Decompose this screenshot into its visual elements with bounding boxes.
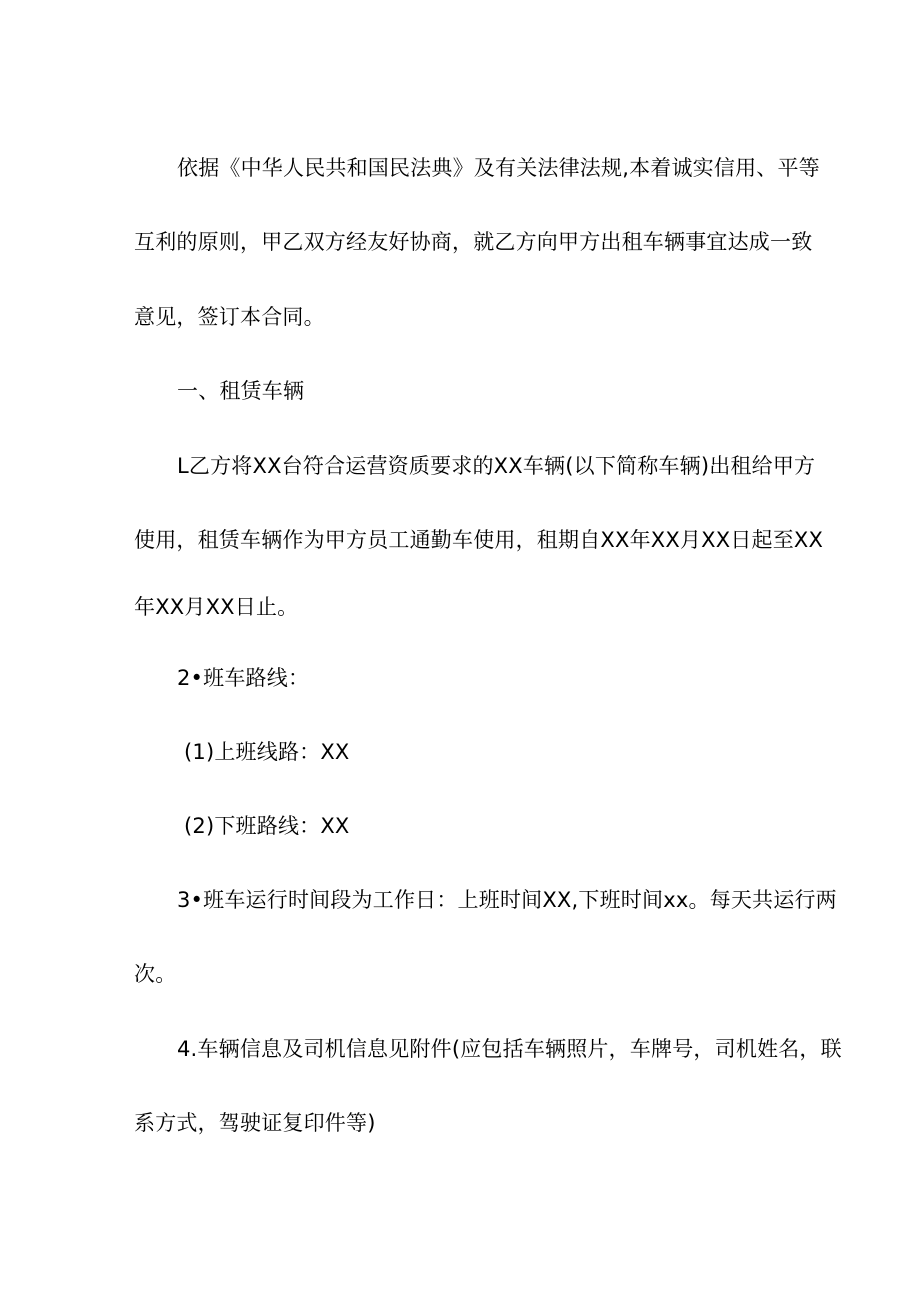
paragraph-intro-line-3: 意见，签订本合同。 <box>134 305 325 329</box>
paragraph-intro-line-2: 互利的原则，甲乙双方经友好协商，就乙方向甲方出租车辆事宜达成一致 <box>134 230 813 254</box>
section-heading-rental-vehicles: 一、租赁车辆 <box>177 379 305 403</box>
clause-4-line-1: 4.车辆信息及司机信息见附件(应包括车辆照片，车牌号，司机姓名，联 <box>177 1037 842 1061</box>
clause-2-heading: 2•班车路线： <box>177 666 310 690</box>
clause-1-line-2: 使用，租赁车辆作为甲方员工通勤车使用，租期自XX年XX月XX日起至XX <box>134 528 824 552</box>
clause-3-line-2: 次。 <box>134 962 177 986</box>
clause-3-line-1: 3•班车运行时间段为工作日：上班时间XX,下班时间xx。每天共运行两 <box>177 888 837 912</box>
clause-4-line-2: 系方式，驾驶证复印件等) <box>134 1111 376 1135</box>
clause-1-line-3: 年XX月XX日止。 <box>134 595 299 619</box>
clause-2-route-evening: (2)下班路线：XX <box>184 814 350 838</box>
clause-2-route-morning: (1)上班线路：XX <box>184 740 350 764</box>
paragraph-intro-line-1: 依据《中华人民共和国民法典》及有关法律法规,本着诚实信用、平等 <box>177 156 820 180</box>
clause-1-line-1: L乙方将XX台符合运营资质要求的XX车辆(以下简称车辆)出租给甲方 <box>177 454 816 478</box>
